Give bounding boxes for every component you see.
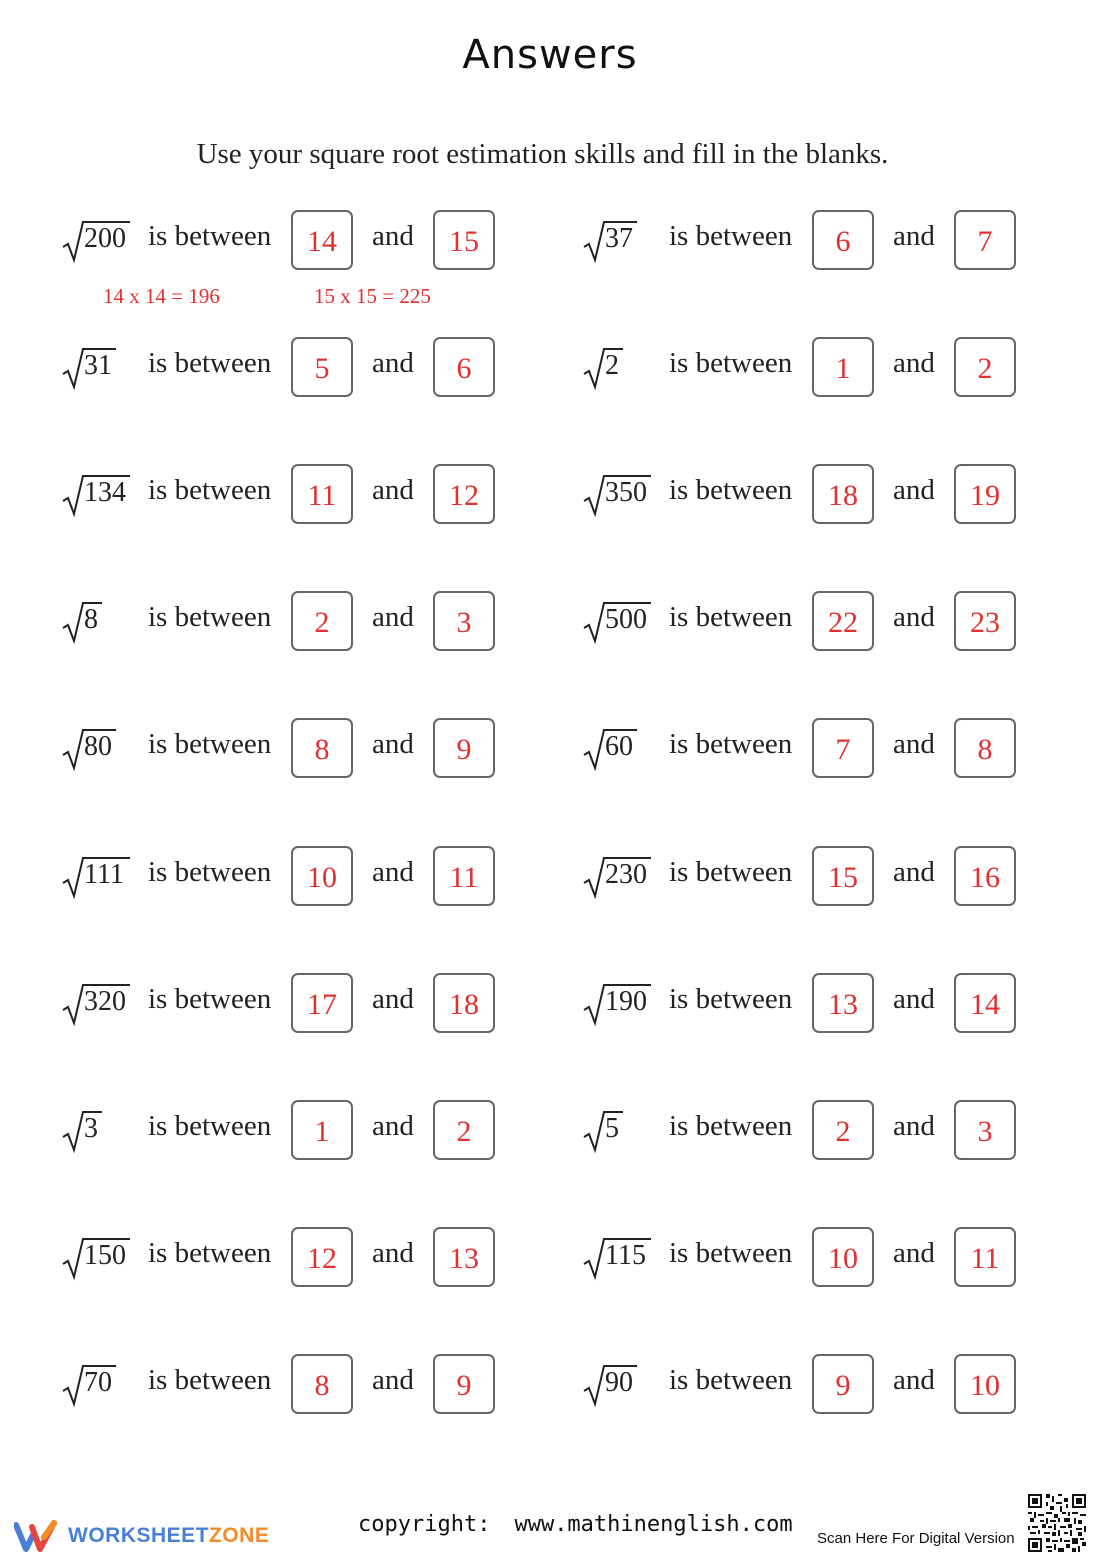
- upper-bound-answer-box[interactable]: 10: [954, 1354, 1016, 1414]
- is-between-label: is between: [669, 220, 793, 252]
- lower-bound-answer-box[interactable]: 12: [291, 1227, 353, 1287]
- upper-bound-answer-box[interactable]: 6: [433, 337, 495, 397]
- problem-row: [583, 591, 1023, 655]
- and-label: and: [893, 983, 935, 1015]
- is-between-label: is between: [148, 1237, 272, 1269]
- lower-bound-answer-box[interactable]: 15: [812, 846, 874, 906]
- upper-bound-answer-box[interactable]: 9: [433, 718, 495, 778]
- problem-row: [583, 718, 1023, 782]
- radical-expression: [62, 591, 142, 655]
- lower-bound-answer-box[interactable]: 1: [291, 1100, 353, 1160]
- is-between-label: is between: [669, 347, 793, 379]
- lower-bound-answer-box[interactable]: 8: [291, 718, 353, 778]
- radical-expression: [62, 1227, 142, 1291]
- radicand: 2: [605, 350, 619, 381]
- and-label: and: [893, 1237, 935, 1269]
- copyright-label: copyright:: [358, 1512, 491, 1537]
- radicand: 134: [84, 477, 126, 508]
- and-label: and: [893, 1364, 935, 1396]
- is-between-label: is between: [669, 983, 793, 1015]
- radical-expression: [62, 718, 142, 782]
- upper-bound-answer-box[interactable]: 14: [954, 973, 1016, 1033]
- is-between-label: is between: [148, 856, 272, 888]
- and-label: and: [372, 856, 414, 888]
- upper-bound-answer-box[interactable]: 2: [433, 1100, 495, 1160]
- problem-row: [62, 464, 502, 528]
- radical-expression: [62, 337, 142, 401]
- and-label: and: [893, 728, 935, 760]
- and-label: and: [372, 601, 414, 633]
- radicand: 3: [84, 1113, 98, 1144]
- upper-bound-answer-box[interactable]: 7: [954, 210, 1016, 270]
- lower-bound-answer-box[interactable]: 2: [291, 591, 353, 651]
- work-note-1: 14 x 14 = 196: [103, 284, 220, 308]
- page-title: Answers: [462, 32, 638, 78]
- is-between-label: is between: [669, 1110, 793, 1142]
- and-label: and: [372, 474, 414, 506]
- and-label: and: [372, 728, 414, 760]
- lower-bound-answer-box[interactable]: 6: [812, 210, 874, 270]
- lower-bound-answer-box[interactable]: 7: [812, 718, 874, 778]
- upper-bound-answer-box[interactable]: 11: [954, 1227, 1016, 1287]
- radical-expression: [62, 973, 142, 1037]
- radicand: 60: [605, 731, 633, 762]
- copyright: [358, 1512, 793, 1537]
- upper-bound-answer-box[interactable]: 2: [954, 337, 1016, 397]
- radical-expression: [62, 1354, 142, 1418]
- lower-bound-answer-box[interactable]: 14: [291, 210, 353, 270]
- and-label: and: [372, 1237, 414, 1269]
- radicand: 111: [84, 859, 124, 890]
- problem-row: [583, 1354, 1023, 1418]
- radical-expression: [583, 718, 663, 782]
- and-label: and: [893, 856, 935, 888]
- is-between-label: is between: [148, 1110, 272, 1142]
- upper-bound-answer-box[interactable]: 3: [954, 1100, 1016, 1160]
- problem-row: [583, 1227, 1023, 1291]
- radical-expression: [583, 337, 663, 401]
- lower-bound-answer-box[interactable]: 5: [291, 337, 353, 397]
- is-between-label: is between: [148, 1364, 272, 1396]
- upper-bound-answer-box[interactable]: 16: [954, 846, 1016, 906]
- is-between-label: is between: [669, 601, 793, 633]
- lower-bound-answer-box[interactable]: 11: [291, 464, 353, 524]
- radical-expression: [62, 1100, 142, 1164]
- is-between-label: is between: [148, 601, 272, 633]
- is-between-label: is between: [669, 1237, 793, 1269]
- and-label: and: [893, 347, 935, 379]
- problem-row: [62, 973, 502, 1037]
- radical-expression: [583, 973, 663, 1037]
- upper-bound-answer-box[interactable]: 13: [433, 1227, 495, 1287]
- problem-row: [62, 337, 502, 401]
- radical-expression: [62, 210, 142, 274]
- problem-row: [62, 210, 502, 274]
- radical-expression: [583, 464, 663, 528]
- radicand: 90: [605, 1367, 633, 1398]
- problem-row: [62, 591, 502, 655]
- lower-bound-answer-box[interactable]: 9: [812, 1354, 874, 1414]
- problem-row: [583, 1100, 1023, 1164]
- upper-bound-answer-box[interactable]: 11: [433, 846, 495, 906]
- lower-bound-answer-box[interactable]: 10: [291, 846, 353, 906]
- scan-caption: Scan Here For Digital Version: [817, 1530, 1015, 1547]
- upper-bound-answer-box[interactable]: 8: [954, 718, 1016, 778]
- radical-expression: [62, 846, 142, 910]
- upper-bound-answer-box[interactable]: 12: [433, 464, 495, 524]
- lower-bound-answer-box[interactable]: 2: [812, 1100, 874, 1160]
- upper-bound-answer-box[interactable]: 23: [954, 591, 1016, 651]
- and-label: and: [893, 1110, 935, 1142]
- radicand: 80: [84, 731, 112, 762]
- lower-bound-answer-box[interactable]: 10: [812, 1227, 874, 1287]
- radicand: 200: [84, 223, 126, 254]
- is-between-label: is between: [669, 474, 793, 506]
- upper-bound-answer-box[interactable]: 19: [954, 464, 1016, 524]
- problem-row: [62, 1100, 502, 1164]
- upper-bound-answer-box[interactable]: 9: [433, 1354, 495, 1414]
- and-label: and: [372, 347, 414, 379]
- problem-row: [583, 973, 1023, 1037]
- is-between-label: is between: [669, 728, 793, 760]
- problem-row: [583, 464, 1023, 528]
- radicand: 5: [605, 1113, 619, 1144]
- radicand: 350: [605, 477, 647, 508]
- lower-bound-answer-box[interactable]: 8: [291, 1354, 353, 1414]
- radical-expression: [583, 1227, 663, 1291]
- is-between-label: is between: [669, 1364, 793, 1396]
- worksheetzone-logo-icon: [14, 1519, 60, 1553]
- radicand: 190: [605, 986, 647, 1017]
- radical-expression: [583, 846, 663, 910]
- radicand: 37: [605, 223, 633, 254]
- radicand: 70: [84, 1367, 112, 1398]
- radical-expression: [583, 210, 663, 274]
- problem-row: [583, 846, 1023, 910]
- and-label: and: [372, 1110, 414, 1142]
- radicand: 500: [605, 604, 647, 635]
- and-label: and: [893, 601, 935, 633]
- is-between-label: is between: [148, 220, 272, 252]
- radicand: 115: [605, 1240, 646, 1271]
- radical-expression: [62, 464, 142, 528]
- problem-row: [583, 210, 1023, 274]
- problem-row: [62, 1227, 502, 1291]
- qr-code-icon[interactable]: [1028, 1494, 1086, 1552]
- problem-row: [62, 1354, 502, 1418]
- lower-bound-answer-box[interactable]: 18: [812, 464, 874, 524]
- lower-bound-answer-box[interactable]: 22: [812, 591, 874, 651]
- radicand: 320: [84, 986, 126, 1017]
- problem-row: [62, 718, 502, 782]
- radical-expression: [583, 591, 663, 655]
- work-note-2: 15 x 15 = 225: [314, 284, 431, 308]
- radicand: 8: [84, 604, 98, 635]
- worksheetzone-logo[interactable]: [14, 1516, 269, 1556]
- and-label: and: [893, 474, 935, 506]
- radicand: 150: [84, 1240, 126, 1271]
- lower-bound-answer-box[interactable]: 1: [812, 337, 874, 397]
- and-label: and: [372, 1364, 414, 1396]
- and-label: and: [372, 220, 414, 252]
- lower-bound-answer-box[interactable]: 13: [812, 973, 874, 1033]
- is-between-label: is between: [148, 347, 272, 379]
- problem-row: [62, 846, 502, 910]
- and-label: and: [372, 983, 414, 1015]
- is-between-label: is between: [148, 474, 272, 506]
- upper-bound-answer-box[interactable]: 18: [433, 973, 495, 1033]
- is-between-label: is between: [148, 983, 272, 1015]
- upper-bound-answer-box[interactable]: 15: [433, 210, 495, 270]
- problem-row: [583, 337, 1023, 401]
- is-between-label: is between: [148, 728, 272, 760]
- lower-bound-answer-box[interactable]: 17: [291, 973, 353, 1033]
- upper-bound-answer-box[interactable]: 3: [433, 591, 495, 651]
- radical-expression: [583, 1354, 663, 1418]
- copyright-url[interactable]: www.mathinenglish.com: [514, 1512, 793, 1537]
- brand-name: WORKSHEETZONE: [68, 1524, 270, 1547]
- radicand: 31: [84, 350, 112, 381]
- radical-expression: [583, 1100, 663, 1164]
- and-label: and: [893, 220, 935, 252]
- is-between-label: is between: [669, 856, 793, 888]
- instruction-text: Use your square root estimation skills and fill in the blanks.: [196, 138, 889, 170]
- radicand: 230: [605, 859, 647, 890]
